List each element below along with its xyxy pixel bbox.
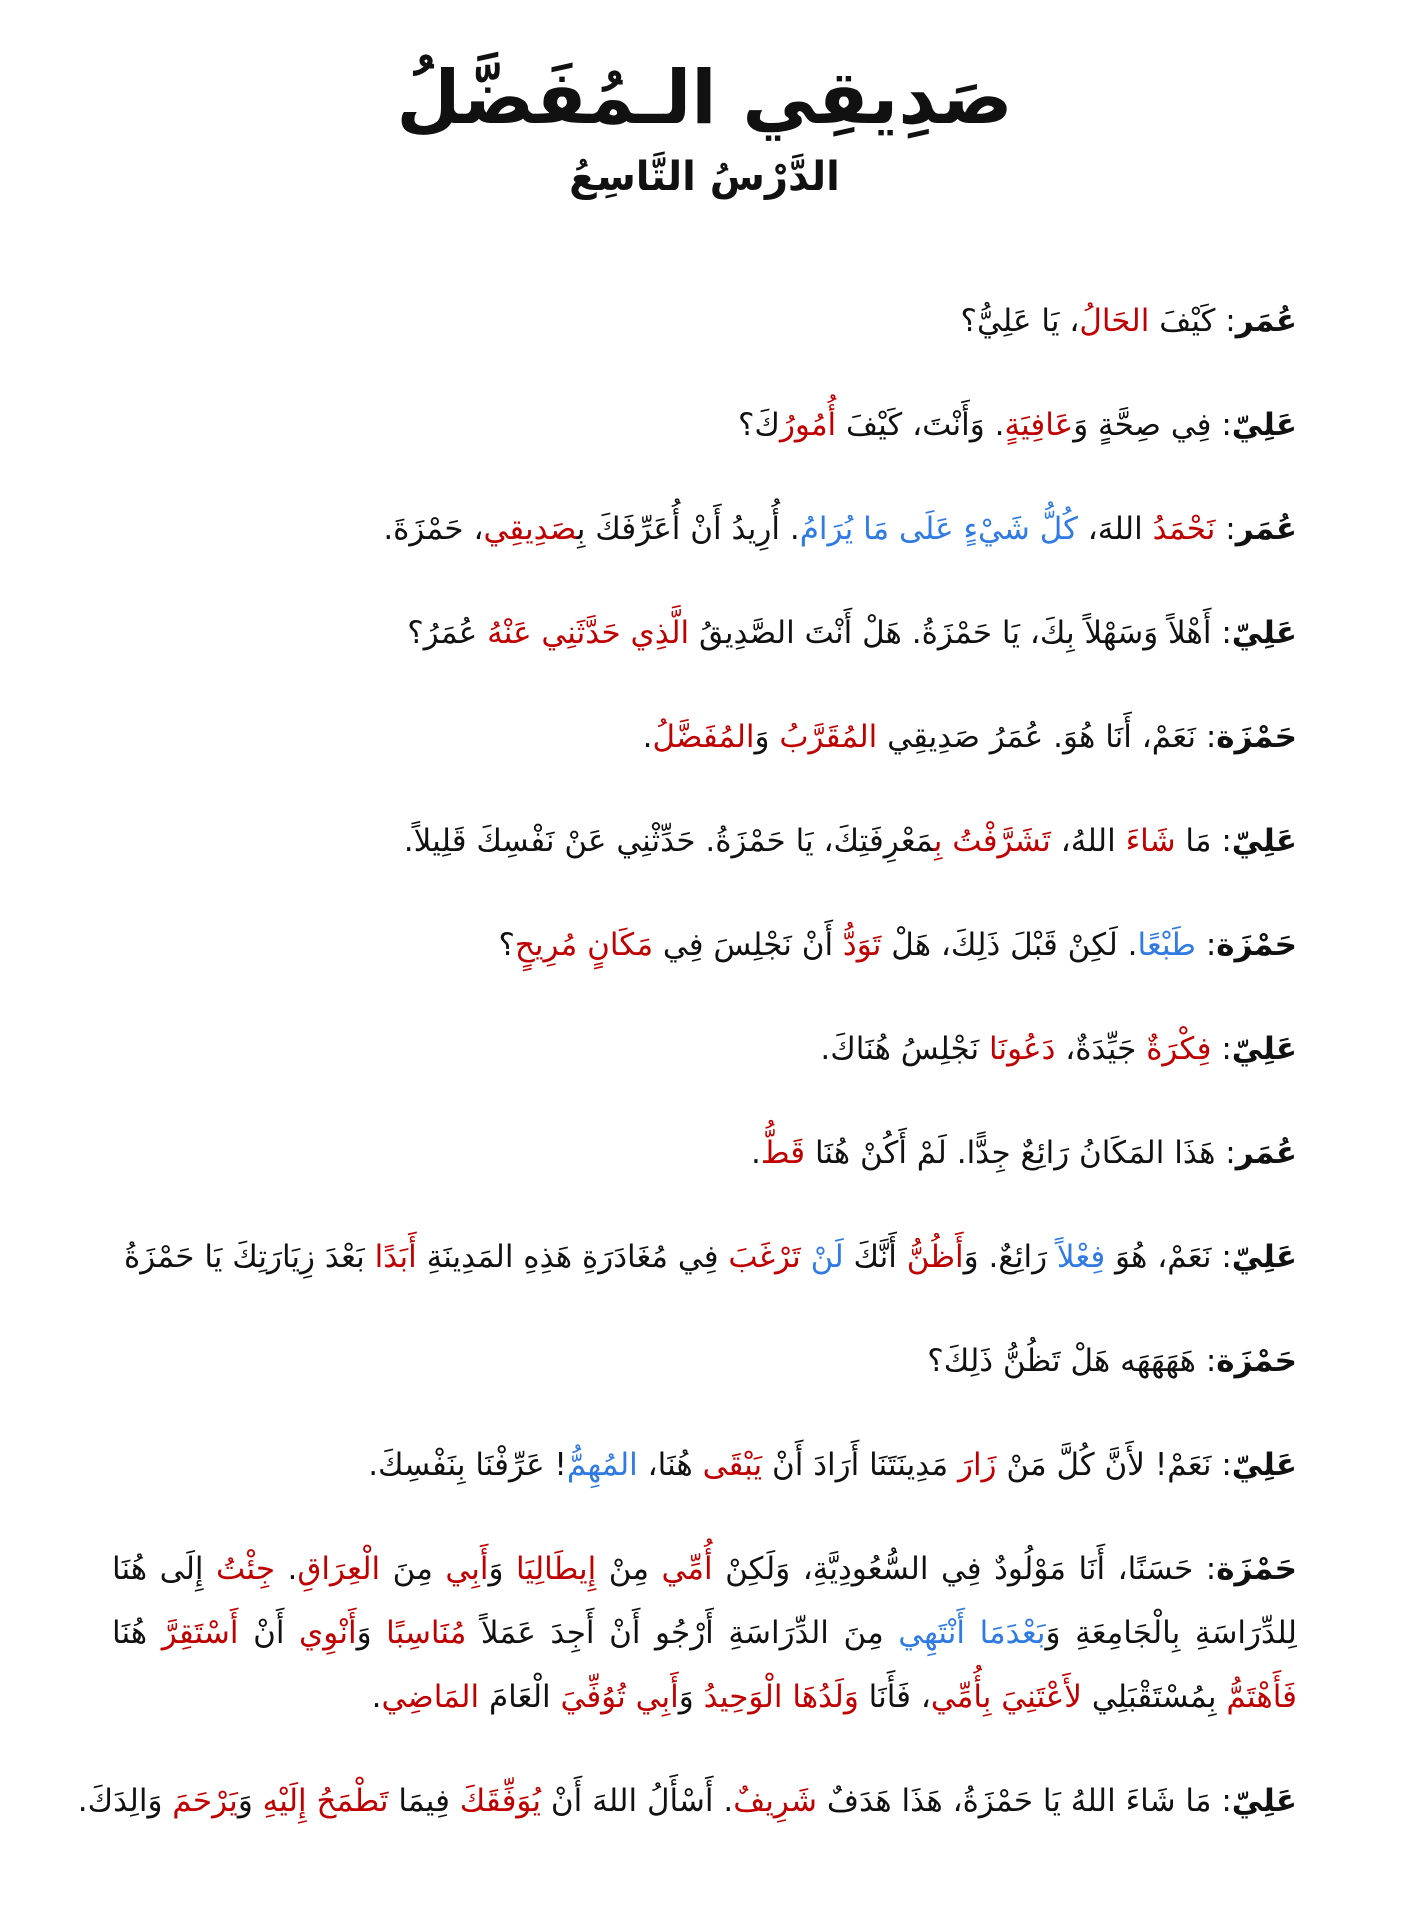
line-text: أَهْلاً وَسَهْلاً بِكَ، يَا حَمْزَةُ. هَلْ أَنْتَ الصَّدِيقُ xyxy=(689,614,1212,651)
highlighted-word: أَسْتَقِرَّ xyxy=(161,1614,239,1651)
dialogue xyxy=(77,289,1297,1833)
line-text: أَنَّكَ xyxy=(843,1238,907,1275)
line-text: هَذَا المَكَانُ رَائِعٌ جِدًّا. لَمْ أَكُنْ هُنَا xyxy=(805,1134,1216,1171)
line-text: . xyxy=(371,1678,382,1715)
highlighted-word: المُفَضَّلُ xyxy=(652,718,755,755)
line-text: مَا شَاءَ اللهُ يَا حَمْزَةُ، هَذَا هَدَفٌ xyxy=(817,1782,1212,1819)
highlighted-word: يُوَفِّقَكَ xyxy=(459,1782,542,1819)
highlighted-word: جِئْتُ xyxy=(216,1550,276,1587)
line-text: . xyxy=(275,1550,298,1587)
dialogue-line: حَمْزَة: هَهَهَهَه هَلْ تَظُنُّ ذَلِكَ؟ xyxy=(927,1342,1297,1379)
line-text: مَدِينَتَنَا أَرَادَ أَنْ xyxy=(762,1446,958,1483)
line-text: عُمَرُ؟ xyxy=(407,614,488,651)
speaker-name: عَلِيّ xyxy=(1231,1446,1297,1483)
speaker-name: عَلِيّ xyxy=(1231,822,1297,859)
dialogue-line: حَمْزَة: نَعَمْ، أَنَا هُوَ. عُمَرُ صَدِيقِي المُقَرَّبُ وَالمُفَضَّلُ. xyxy=(642,718,1297,755)
line-text: جَيِّدَةٌ، xyxy=(1055,1030,1147,1067)
line-text xyxy=(782,1679,792,1715)
line-text: . أُرِيدُ أَنْ أُعَرِّفَكَ بِ xyxy=(576,510,800,547)
speaker-name: عَلِيّ xyxy=(1231,1782,1297,1819)
highlighted-word: تُوُفِّيَ xyxy=(560,1678,626,1715)
line-text: أَنْ xyxy=(238,1614,300,1651)
line-text: فِيمَا xyxy=(388,1782,460,1819)
line-text: هُنَا xyxy=(112,1614,162,1651)
highlighted-word: أَبَدًا xyxy=(374,1238,417,1275)
highlighted-word: بَعْدَمَا xyxy=(979,1614,1046,1651)
highlighted-word: لَنْ xyxy=(810,1238,844,1275)
line-text: رَائِعٌ. وَ xyxy=(963,1238,1057,1275)
line-text: الْعَامَ xyxy=(479,1678,561,1715)
line-text: ، حَمْزَةَ. xyxy=(383,510,484,547)
line-text: كَيْفَ xyxy=(1149,302,1216,339)
highlighted-word: يَرْحَمَ xyxy=(172,1782,238,1819)
highlighted-word: قَطُّ xyxy=(760,1134,806,1171)
dialogue-line: عَلِيّ: نَعَمْ، هُوَ فِعْلاً رَائِعٌ. وَأَظُنُّ أَنَّكَ لَنْ تَرْغَبَ فِي مُغَادَرَةِ هَذِهِ المَدِينَةِ أَبَدًا بَعْدَ زِيَارَتِكَ يَا حَمْزَةُ xyxy=(124,1238,1297,1275)
line-text xyxy=(965,1615,980,1651)
highlighted-word: أُمُورُ xyxy=(779,406,837,443)
speaker-name: حَمْزَة xyxy=(1216,1550,1297,1587)
line-text: ، يَا عَلِيُّ؟ xyxy=(960,302,1080,339)
highlighted-word: طَبْعًا xyxy=(1137,926,1196,963)
lesson-title: صَدِيقِي الـمُفَضَّلُ xyxy=(396,55,1013,141)
highlighted-word: إِيطَالِيَا xyxy=(515,1550,597,1587)
dialogue-line: عَلِيّ: فِي صِحَّةٍ وَعَافِيَةٍ. وَأَنْتَ، كَيْفَ أُمُورُكَ؟ xyxy=(737,406,1297,443)
dialogue-line: حَمْزَة: طَبْعًا. لَكِنْ قَبْلَ ذَلِكَ، هَلْ تَوَدُّ أَنْ نَجْلِسَ فِي مَكَانٍ مُرِيحٍ؟ xyxy=(498,926,1297,963)
highlighted-word: تَوَدُّ xyxy=(842,926,882,963)
speaker-name: عُمَر xyxy=(1235,1134,1297,1171)
highlighted-word: تَطْمَحُ إِلَيْهِ xyxy=(262,1782,389,1819)
speaker-name: عُمَر xyxy=(1235,302,1297,339)
highlighted-word: المُهِمُّ xyxy=(566,1446,638,1483)
line-text: . xyxy=(751,1134,761,1171)
line-text: وَ xyxy=(237,1782,263,1819)
speaker-name: عَلِيّ xyxy=(1231,614,1297,651)
highlighted-word: مَكَانٍ مُرِيحٍ xyxy=(514,926,654,963)
highlighted-word: المَاضِي xyxy=(381,1678,480,1715)
highlighted-word: الحَالُ xyxy=(1079,302,1150,339)
line-text: وَ xyxy=(488,1550,516,1587)
line-text: نَجْلِسُ هُنَاكَ. xyxy=(820,1030,990,1067)
lesson-subtitle: الدَّرْسُ التَّاسِعُ xyxy=(569,153,840,200)
highlighted-word: فِكْرَةٌ xyxy=(1146,1030,1212,1067)
line-text: ! عَرِّفْنَا بِنَفْسِكَ. xyxy=(368,1446,567,1483)
line-text xyxy=(626,1679,636,1715)
line-text: فِي مُغَادَرَةِ هَذِهِ المَدِينَةِ xyxy=(416,1238,729,1275)
line-text: بِمُسْتَقْبَلِي xyxy=(1081,1678,1227,1715)
dialogue-line: عَلِيّ: مَا شَاءَ اللهُ يَا حَمْزَةُ، هَذَا هَدَفٌ شَرِيفٌ. أَسْأَلُ اللهَ أَنْ يُوَفِّقَكَ فِيمَا تَطْمَحُ إِلَيْهِ وَيَرْحَمَ وَالِدَكَ. xyxy=(77,1782,1297,1819)
line-text: . وَأَنْتَ، كَيْفَ xyxy=(836,406,1005,443)
line-text: اللهَ، xyxy=(1077,510,1153,547)
highlighted-word: فَأَهْتَمُّ xyxy=(1226,1678,1297,1715)
line-text: مِنَ xyxy=(380,1550,446,1587)
highlighted-word: أَنْوِي xyxy=(299,1614,357,1651)
speaker-name: حَمْزَة xyxy=(1216,718,1297,755)
highlighted-word: زَارَ xyxy=(957,1446,997,1483)
line-text: . xyxy=(642,718,653,755)
dialogue-line: عُمَر: هَذَا المَكَانُ رَائِعٌ جِدًّا. لَمْ أَكُنْ هُنَا قَطُّ. xyxy=(751,1134,1297,1171)
speaker-name: عَلِيّ xyxy=(1231,1030,1297,1067)
highlighted-word: يَبْقَى xyxy=(702,1446,763,1483)
highlighted-word: أَبِي xyxy=(635,1678,679,1715)
highlighted-word: دَعُونَا xyxy=(989,1030,1056,1067)
highlighted-word: فِعْلاً xyxy=(1056,1238,1106,1275)
highlighted-word: نَحْمَدُ xyxy=(1152,510,1216,547)
highlighted-word: أَظُنُّ xyxy=(906,1238,964,1275)
line-text: هُنَا، xyxy=(637,1446,703,1483)
line-text: نَعَمْ، أَنَا هُوَ. عُمَرُ صَدِيقِي xyxy=(877,718,1196,755)
line-text: فِي صِحَّةٍ وَ xyxy=(1073,406,1212,443)
speaker-name: عَلِيّ xyxy=(1231,1238,1297,1275)
speaker-name: حَمْزَة xyxy=(1216,926,1297,963)
highlighted-word: كُلُّ شَيْءٍ عَلَى مَا يُرَامُ xyxy=(799,510,1078,547)
highlighted-word: المُقَرَّبُ xyxy=(779,718,878,755)
dialogue-line: عُمَر: كَيْفَ الحَالُ، يَا عَلِيُّ؟ xyxy=(960,302,1297,339)
line-text: مَعْرِفَتِكَ، يَا حَمْزَةُ. حَدِّثْنِي عَنْ نَفْسِكَ قَلِيلاً. xyxy=(403,822,934,859)
highlighted-word: أَنْتَهِي xyxy=(898,1614,966,1651)
line-text: مِنْ xyxy=(596,1550,662,1587)
line-text: وَ xyxy=(356,1614,387,1651)
dialogue-line: عُمَر: نَحْمَدُ اللهَ، كُلُّ شَيْءٍ عَلَى مَا يُرَامُ. أُرِيدُ أَنْ أُعَرِّفَكَ بِصَدِيقِي، حَمْزَةَ. xyxy=(383,510,1297,547)
highlighted-word: صَدِيقِي xyxy=(483,510,577,547)
dialogue-line: عَلِيّ: مَا شَاءَ اللهُ، تَشَرَّفْتُ بِمَعْرِفَتِكَ، يَا حَمْزَةُ. حَدِّثْنِي عَنْ نَفْسِكَ قَلِيلاً. xyxy=(403,822,1297,859)
line-text: نَعَمْ، هُوَ xyxy=(1105,1238,1212,1275)
line-text: مِنَ الدِّرَاسَةِ أَرْجُو أَنْ أَجِدَ عَمَلاً xyxy=(466,1614,899,1651)
dialogue-line: عَلِيّ: أَهْلاً وَسَهْلاً بِكَ، يَا حَمْزَةُ. هَلْ أَنْتَ الصَّدِيقُ الَّذِي حَدَّثَنِي عَنْهُ عُمَرُ؟ xyxy=(407,614,1297,651)
dialogue-line: حَمْزَة: حَسَنًا، أَنَا مَوْلُودٌ فِي السُّعُودِيَّةِ، وَلَكِنْ أُمِّي مِنْ إِيطَالِيَا وَأَبِي مِنَ الْعِرَاقِ. جِئْتُ إِلَى هُنَا لِلدِّرَاسَةِ بِالْجَامِعَةِ وَبَعْدَمَا أَنْتَهِي مِنَ الدِّرَاسَةِ أَرْجُو أَنْ أَجِدَ عَمَلاً مُنَاسِبًا وَأَنْوِي أَنْ أَسْتَقِرَّ هُنَا فَأَهْتَمُّ بِمُسْتَقْبَلِي لأَعْتَنِيَ بِأُمِّي، فَأَنَا وَلَدُهَا الْوَحِيدُ وَأَبِي تُوُفِّيَ الْعَامَ المَاضِي. xyxy=(112,1550,1297,1715)
line-text: حَسَنًا، أَنَا مَوْلُودٌ فِي السُّعُودِيَّةِ، وَلَكِنْ xyxy=(712,1550,1194,1587)
line-text: . لَكِنْ قَبْلَ ذَلِكَ، هَلْ xyxy=(881,926,1138,963)
line-text xyxy=(801,1239,811,1275)
highlighted-word: وَلَدُهَا xyxy=(792,1678,859,1715)
highlighted-word: تَرْغَبَ xyxy=(728,1238,801,1275)
highlighted-word: الْعِرَاقِ xyxy=(297,1550,381,1587)
line-text: بَعْدَ زِيَارَتِكَ يَا حَمْزَةُ xyxy=(124,1238,375,1275)
line-text: إِلَى هُنَا لِلدِّرَاسَةِ بِالْجَامِعَةِ وَ xyxy=(112,1550,1297,1651)
line-text: ، فَأَنَا xyxy=(858,1678,931,1715)
highlighted-word: تَشَرَّفْتُ بِ xyxy=(933,822,1051,859)
line-text: أَنْ نَجْلِسَ فِي xyxy=(653,926,843,963)
dialogue-line: عَلِيّ: نَعَمْ! لأَنَّ كُلَّ مَنْ زَارَ مَدِينَتَنَا أَرَادَ أَنْ يَبْقَى هُنَا، المُهِمُّ! عَرِّفْنَا بِنَفْسِكَ. xyxy=(368,1446,1297,1483)
line-text: اللهُ، xyxy=(1050,822,1126,859)
speaker-name: عَلِيّ xyxy=(1231,406,1297,443)
line-text: وَ xyxy=(678,1678,704,1715)
speaker-name: حَمْزَة xyxy=(1216,1342,1297,1379)
highlighted-word: أُمِّي xyxy=(661,1550,713,1587)
highlighted-word: شَاءَ xyxy=(1125,822,1176,859)
line-text: هَهَهَهَه هَلْ تَظُنُّ ذَلِكَ؟ xyxy=(927,1342,1196,1379)
line-text: ؟ xyxy=(498,926,515,963)
line-text: كَ؟ xyxy=(737,406,780,443)
line-text: نَعَمْ! لأَنَّ كُلَّ مَنْ xyxy=(996,1446,1212,1483)
line-text: وَ xyxy=(754,718,780,755)
highlighted-word: مُنَاسِبًا xyxy=(386,1614,467,1651)
dialogue-line: عَلِيّ: فِكْرَةٌ جَيِّدَةٌ، دَعُونَا نَجْلِسُ هُنَاكَ. xyxy=(820,1030,1297,1067)
highlighted-word: الْوَحِيدُ xyxy=(703,1678,783,1715)
line-text: وَالِدَكَ. xyxy=(77,1782,173,1819)
highlighted-word: أَبِي xyxy=(445,1550,489,1587)
highlighted-word: لأَعْتَنِيَ بِأُمِّي xyxy=(930,1678,1082,1715)
highlighted-word: الَّذِي حَدَّثَنِي عَنْهُ xyxy=(487,614,690,651)
highlighted-word: شَرِيفٌ xyxy=(733,1782,818,1819)
speaker-name: عُمَر xyxy=(1235,510,1297,547)
line-text: مَا xyxy=(1175,822,1212,859)
highlighted-word: عَافِيَةٍ xyxy=(1004,406,1074,443)
line-text: . أَسْأَلُ اللهَ أَنْ xyxy=(541,1782,734,1819)
